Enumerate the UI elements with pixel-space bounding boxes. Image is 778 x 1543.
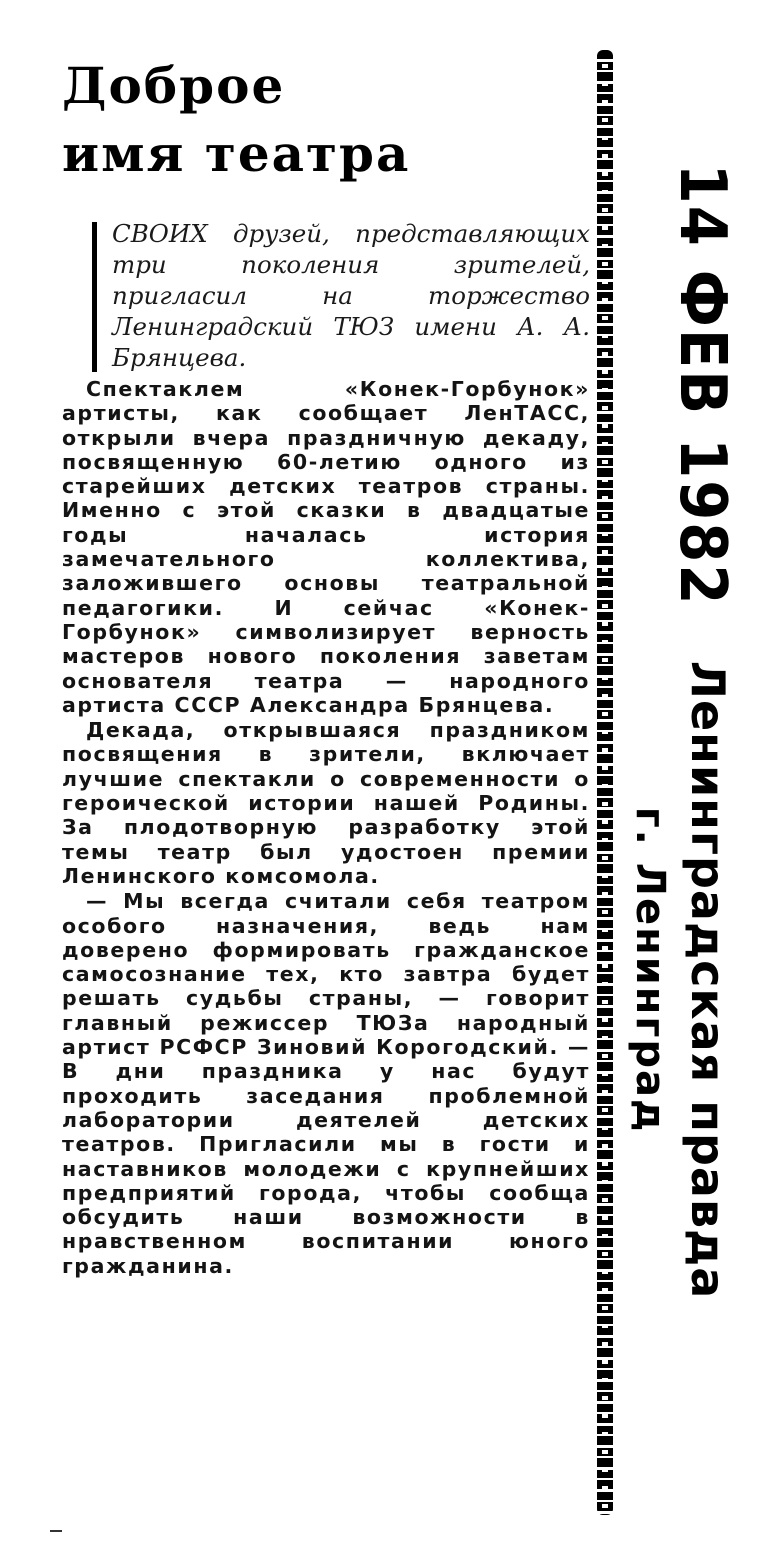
date-stamp-text: 14 ФЕВ 1982 — [665, 163, 739, 607]
newspaper-stamp-text: Ленинградская правда — [681, 660, 735, 1300]
date-stamp — [657, 163, 747, 607]
article-headline — [62, 52, 590, 188]
headline-line-1: Доброе — [62, 56, 286, 115]
headline-line-2: имя театра — [62, 124, 411, 183]
article-paragraph-2: Декада, открывшаяся праздником посвящения в зрители, включает лучшие спектакли о современности о героической истории нашей Родины. За плодотворную разработку этой темы театр был удостоен премии Ленинского комсомола. — [62, 718, 590, 888]
article-paragraph-1: Спектаклем «Конек-Горбунок» артисты, как сообщает ЛенТАСС, открыли вчера праздничную декаду, посвященную 60-летию одного из старейших детских театров страны. Именно с этой сказки в двадцатые годы началась история замечательного коллектива, заложившего основы театральной педагогики. И сейчас «Конек-Горбунок» символизирует верность мастеров нового поколения заветам основателя театра — народного артиста СССР Александра Брянцева. — [62, 377, 590, 717]
lead-text: СВОИХ друзей, представляющих три поколения зрителей, пригласил на торжество Ленинградский ТЮЗ имени А. А. Брянцева. — [112, 219, 590, 372]
margin-mark — [50, 1530, 62, 1532]
article-body — [62, 377, 590, 1278]
article-lead — [62, 218, 590, 373]
newspaper-stamp — [673, 660, 743, 1300]
article-paragraph-3: — Мы всегда считали себя театром особого назначения, ведь нам доверено формировать гражданское самосознание тех, кто завтра будет решать судьбы страны, — говорит главный режиссер ТЮЗа народный артист РСФСР Зиновий Корогодский. — В дни праздника у нас будут проходить заседания проблемной лаборатории деятелей детских театров. Пригласили мы в гости и наставников молодежи с крупнейших предприятий города, чтобы сообща обсудить наши возможности в нравственном воспитании юного гражданина. — [62, 889, 590, 1278]
city-stamp — [620, 806, 680, 1134]
clipping-border-pattern — [602, 50, 608, 1515]
newspaper-clipping — [62, 52, 590, 1278]
lead-rule — [92, 222, 97, 372]
city-stamp-text: г. Ленинград — [627, 806, 673, 1134]
